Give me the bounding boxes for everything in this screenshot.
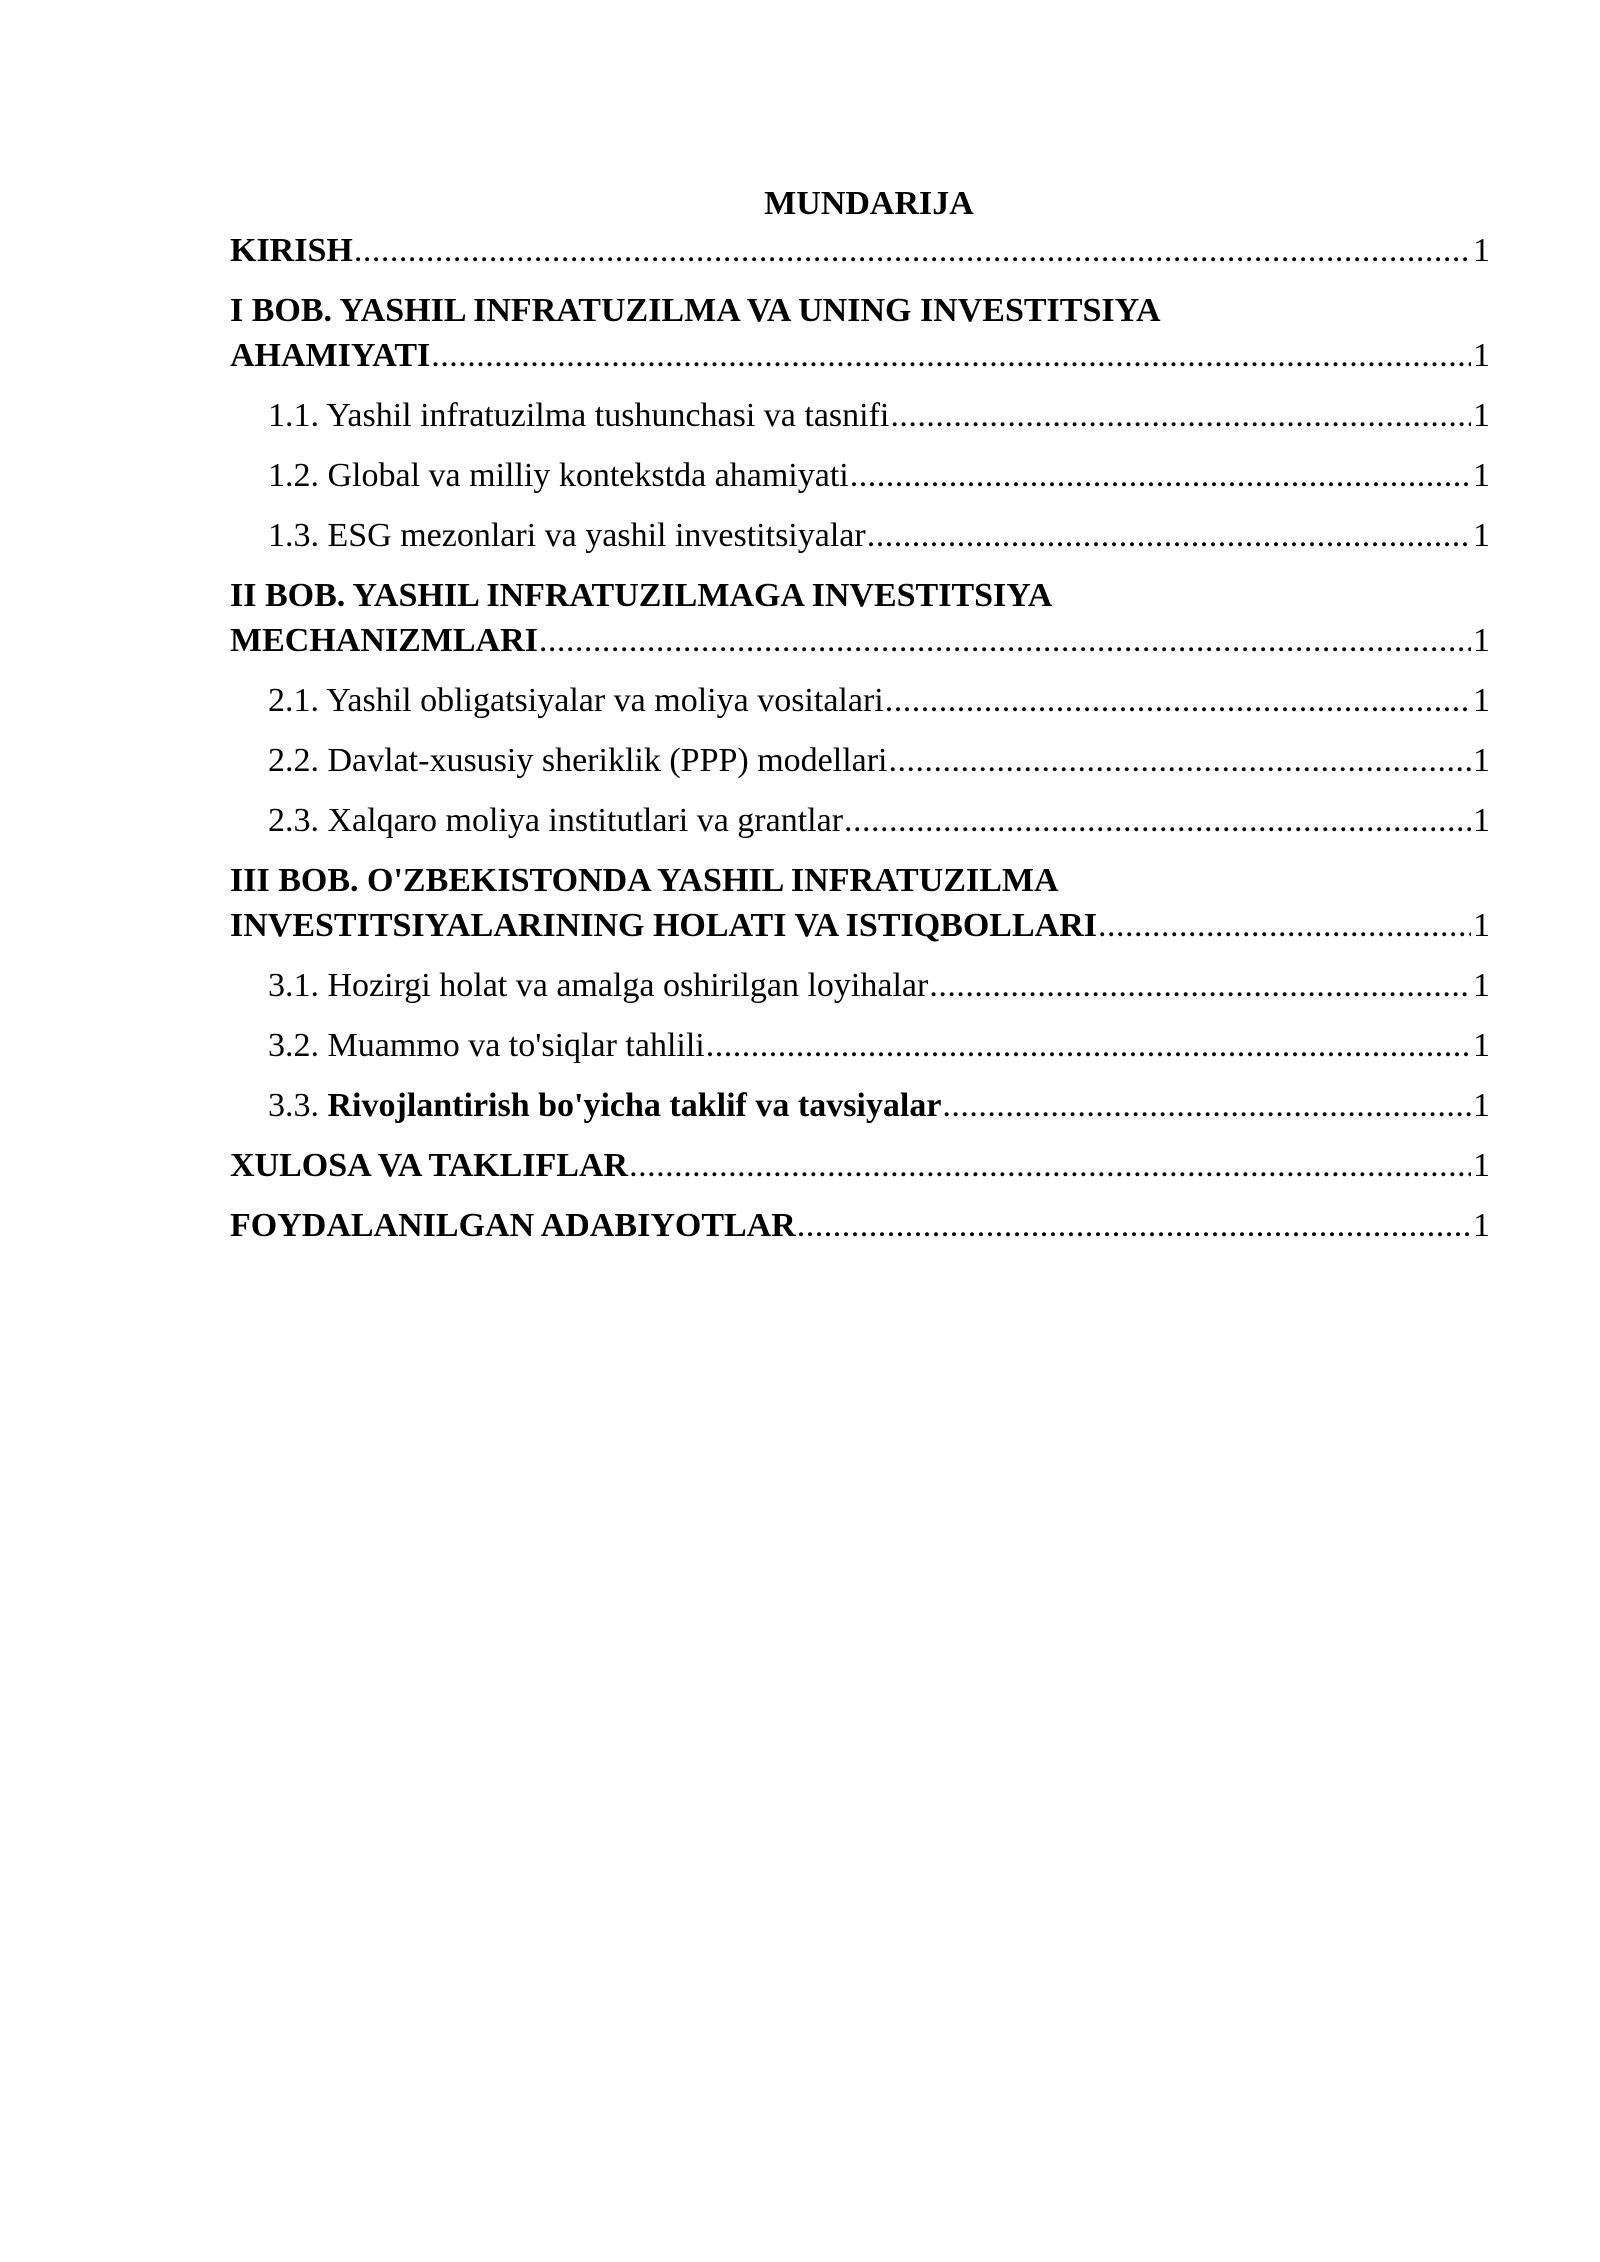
toc-entry-title: Yashil infratuzilma tushunchasi va tasnifi: [326, 397, 890, 434]
toc-entry-title: Xalqaro moliya institutlari va grantlar: [327, 802, 844, 839]
toc-entry-section-1-1[interactable]: [230, 393, 1490, 438]
toc-entry-title-line-1: III BOB. O'ZBEKISTONDA YASHIL INFRATUZILMA: [230, 862, 1059, 899]
toc-page-number: 1: [1473, 742, 1490, 779]
toc-entry-section-3-3[interactable]: [230, 1083, 1490, 1128]
dot-leader: [942, 1083, 1471, 1128]
toc-page-number: 1: [1473, 1027, 1490, 1064]
toc-entry-title-line-1: I BOB. YASHIL INFRATUZILMA VA UNING INVESTITSIYA: [230, 292, 1161, 329]
toc-entry-title: Yashil obligatsiyalar va moliya vositalari: [326, 682, 884, 719]
toc-entry-title: INVESTITSIYALARINING HOLATI VA ISTIQBOLLARI: [230, 907, 1097, 944]
toc-entry-title: AHAMIYATI: [230, 337, 431, 374]
toc-page-number: 1: [1473, 967, 1490, 1004]
toc-entry-title: Rivojlantirish bo'yicha taklif va tavsiyalar: [327, 1087, 942, 1124]
toc-page-number: 1: [1473, 622, 1490, 659]
toc-entry-section-3-2[interactable]: [230, 1023, 1490, 1068]
section-number: 3.3.: [268, 1087, 319, 1124]
dot-leader: [850, 453, 1471, 498]
toc-entry-section-1-3[interactable]: [230, 513, 1490, 558]
toc-title: MUNDARIJA: [764, 185, 974, 222]
toc-entry-section-2-3[interactable]: [230, 798, 1490, 843]
toc-entry-section-3-1[interactable]: [230, 963, 1490, 1008]
toc-entry-title: Global va milliy kontekstda ahamiyati: [327, 457, 849, 494]
toc-page-number: 1: [1473, 907, 1490, 944]
toc-page-number: 1: [1473, 337, 1490, 374]
section-number: 1.2.: [268, 457, 319, 494]
section-number: 3.1.: [268, 967, 319, 1004]
toc-page-number: 1: [1473, 682, 1490, 719]
toc-entry-chapter-1[interactable]: [230, 288, 1490, 378]
toc-entry-chapter-2[interactable]: [230, 573, 1490, 663]
dot-leader: [629, 1143, 1471, 1188]
toc-entry-title: XULOSA VA TAKLIFLAR: [230, 1147, 629, 1184]
toc-page-number: 1: [1473, 232, 1490, 269]
toc-entry-title: Muammo va to'siqlar tahlili: [327, 1027, 705, 1064]
dot-leader: [1098, 903, 1471, 948]
toc-entry-conclusion[interactable]: [230, 1143, 1490, 1188]
toc-entry-title-line-1: II BOB. YASHIL INFRATUZILMAGA INVESTITSIYA: [230, 577, 1053, 614]
toc-entry-chapter-3[interactable]: [230, 858, 1490, 948]
toc-page-number: 1: [1473, 1087, 1490, 1124]
table-of-contents: [230, 180, 1490, 1248]
section-number: 1.1.: [268, 397, 319, 434]
toc-page-number: 1: [1473, 517, 1490, 554]
toc-entry-title: Hozirgi holat va amalga oshirilgan loyihalar: [327, 967, 929, 1004]
section-number: 3.2.: [268, 1027, 319, 1064]
dot-leader: [867, 513, 1471, 558]
toc-entry-section-2-1[interactable]: [230, 678, 1490, 723]
toc-entry-references[interactable]: [230, 1203, 1490, 1248]
toc-page-number: 1: [1473, 397, 1490, 434]
dot-leader: [431, 333, 1471, 378]
toc-page-number: 1: [1473, 802, 1490, 839]
dot-leader: [706, 1023, 1471, 1068]
dot-leader: [929, 963, 1471, 1008]
toc-entry-section-1-2[interactable]: [230, 453, 1490, 498]
toc-entry-title: FOYDALANILGAN ADABIYOTLAR: [230, 1207, 796, 1244]
section-number: 1.3.: [268, 517, 319, 554]
section-number: 2.2.: [268, 742, 319, 779]
dot-leader: [354, 228, 1471, 273]
dot-leader: [844, 798, 1471, 843]
section-number: 2.1.: [268, 682, 319, 719]
section-number: 2.3.: [268, 802, 319, 839]
dot-leader: [890, 393, 1471, 438]
toc-entry-introduction[interactable]: [230, 228, 1490, 273]
dot-leader: [797, 1203, 1471, 1248]
toc-page-number: 1: [1473, 1207, 1490, 1244]
dot-leader: [889, 738, 1471, 783]
dot-leader: [885, 678, 1471, 723]
toc-entry-title: ESG mezonlari va yashil investitsiyalar: [327, 517, 866, 554]
dot-leader: [539, 618, 1471, 663]
toc-page-number: 1: [1473, 1147, 1490, 1184]
toc-entry-title: Davlat-xususiy sheriklik (PPP) modellari: [327, 742, 888, 779]
toc-entry-title: MECHANIZMLARI: [230, 622, 538, 659]
toc-entry-title: KIRISH: [230, 232, 353, 269]
toc-entry-section-2-2[interactable]: [230, 738, 1490, 783]
toc-page-number: 1: [1473, 457, 1490, 494]
